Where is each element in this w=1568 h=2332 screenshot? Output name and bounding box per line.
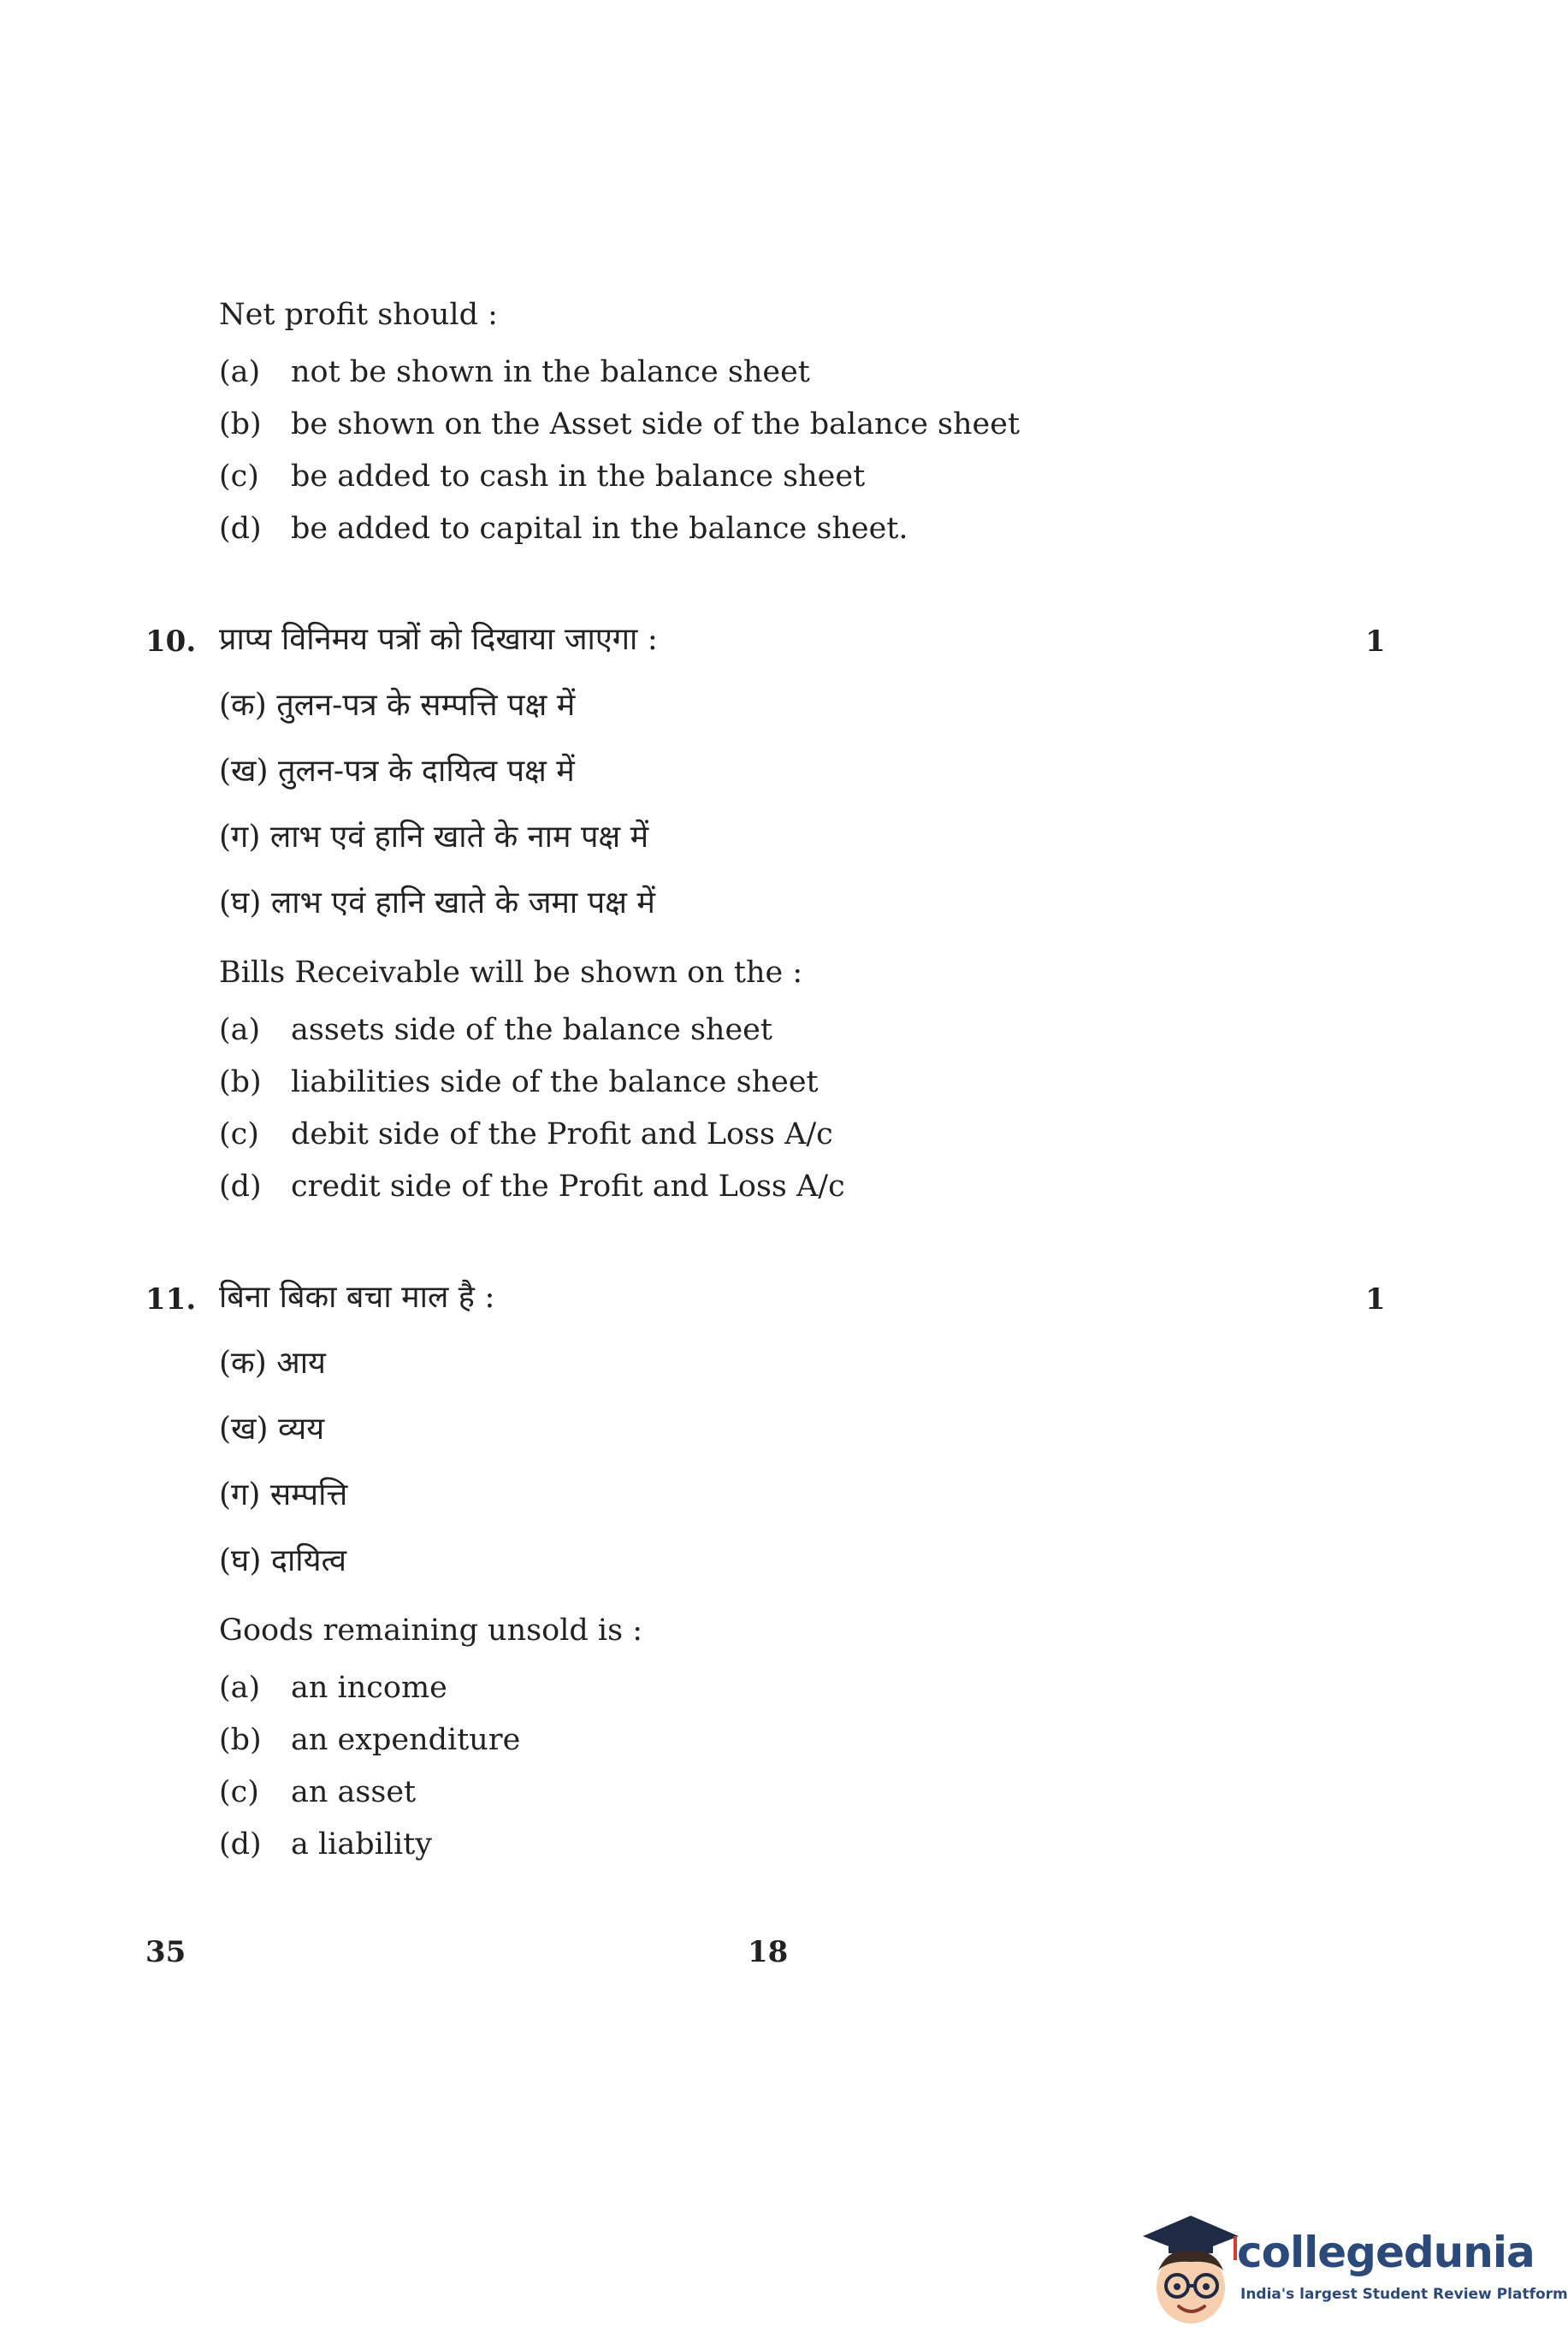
q11-option-d: [219, 1823, 432, 1866]
option-text: be shown on the Asset side of the balance sheet: [291, 407, 1021, 441]
q11-option-c: [219, 1771, 416, 1814]
q10-number: 10.: [145, 624, 197, 659]
option-text: तुलन-पत्र के दायित्व पक्ष में: [278, 754, 575, 789]
option-label: (घ): [219, 885, 262, 920]
option-label: (ग): [219, 820, 261, 855]
q10-hindi-option-ga: [219, 816, 648, 859]
paper-code: 35: [145, 1935, 186, 1969]
q9-english-stem: Net profit should :: [219, 298, 498, 332]
q11-option-b: [219, 1719, 520, 1761]
option-text: व्यय: [278, 1412, 325, 1447]
option-label: (b): [219, 1723, 262, 1757]
option-text: लाभ एवं हानि खाते के नाम पक्ष में: [269, 820, 649, 855]
option-text: be added to cash in the balance sheet: [291, 459, 866, 494]
logo-tagline: India's largest Student Review Platform: [1240, 2286, 1568, 2303]
q9-option-d: [219, 507, 908, 550]
q10-hindi-option-ka: [219, 684, 575, 727]
option-label: (c): [219, 1117, 259, 1151]
option-text: debit side of the Profit and Loss A/c: [291, 1117, 833, 1151]
option-text: an asset: [291, 1775, 417, 1809]
option-text: assets side of the balance sheet: [291, 1013, 772, 1047]
q9-option-a: [219, 351, 810, 394]
option-text: a liability: [291, 1827, 433, 1861]
option-text: लाभ एवं हानि खाते के जमा पक्ष में: [270, 885, 655, 920]
option-label: (b): [219, 407, 262, 441]
q10-option-d: [219, 1165, 845, 1208]
option-label: (c): [219, 1775, 259, 1809]
logo-wordmark: collegedunia: [1237, 2228, 1535, 2277]
option-text: liabilities side of the balance sheet: [291, 1065, 819, 1099]
q10-marks: 1: [1365, 624, 1386, 659]
option-text: an expenditure: [291, 1723, 521, 1757]
q10-hindi-stem: प्राप्य विनिमय पत्रों को दिखाया जाएगा :: [219, 622, 658, 657]
option-label: (ख): [219, 754, 269, 789]
option-text: सम्पत्ति: [269, 1477, 348, 1512]
q9-option-c: [219, 455, 865, 498]
option-label: (d): [219, 1827, 262, 1861]
option-label: (क): [219, 688, 267, 723]
option-text: an income: [291, 1671, 447, 1705]
option-label: (ख): [219, 1412, 269, 1447]
option-label: (c): [219, 459, 259, 494]
q11-english-stem: Goods remaining unsold is :: [219, 1613, 643, 1648]
q10-option-b: [219, 1061, 819, 1104]
option-text: तुलन-पत्र के सम्पत्ति पक्ष में: [276, 688, 576, 723]
q11-hindi-option-kha: [219, 1408, 324, 1451]
q10-option-c: [219, 1113, 833, 1156]
q11-option-a: [219, 1666, 447, 1709]
collegedunia-logo: [1134, 2204, 1568, 2329]
option-label: (क): [219, 1346, 267, 1381]
option-label: (a): [219, 355, 261, 389]
q10-hindi-option-kha: [219, 750, 575, 793]
option-text: दायित्व: [270, 1543, 347, 1578]
option-text: be added to capital in the balance sheet.: [291, 512, 908, 546]
q11-hindi-option-ka: [219, 1342, 326, 1385]
mascot-icon: [1134, 2204, 1246, 2329]
option-label: (d): [219, 1169, 262, 1204]
page-number: 18: [748, 1935, 789, 1969]
q11-hindi-stem: बिना बिका बचा माल है :: [219, 1280, 495, 1315]
q10-hindi-option-gha: [219, 882, 655, 925]
option-text: not be shown in the balance sheet: [291, 355, 810, 389]
option-label: (ग): [219, 1477, 261, 1512]
q11-marks: 1: [1365, 1282, 1386, 1317]
option-label: (घ): [219, 1543, 262, 1578]
q10-english-stem: Bills Receivable will be shown on the :: [219, 956, 803, 990]
option-label: (d): [219, 512, 262, 546]
q9-option-b: [219, 403, 1020, 446]
option-text: आय: [276, 1346, 326, 1381]
q11-hindi-option-ga: [219, 1474, 347, 1517]
option-label: (a): [219, 1671, 261, 1705]
option-label: (b): [219, 1065, 262, 1099]
option-text: credit side of the Profit and Loss A/c: [291, 1169, 845, 1204]
option-label: (a): [219, 1013, 261, 1047]
q10-option-a: [219, 1009, 772, 1051]
q11-hindi-option-gha: [219, 1540, 346, 1583]
q11-number: 11.: [145, 1282, 197, 1317]
